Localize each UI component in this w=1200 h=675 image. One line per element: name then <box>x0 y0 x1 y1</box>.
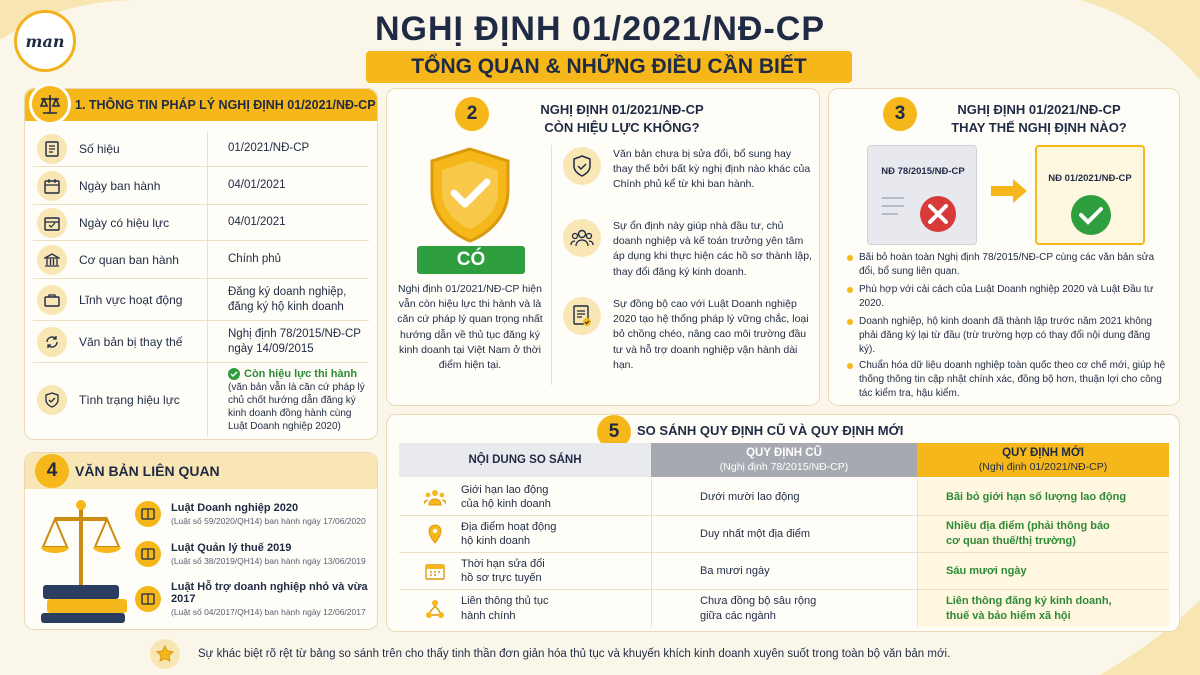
table-row: Liên thông thủ tục hành chính Chưa đồng bộ sâu rộng giữa các ngành Liên thông đăng ký kinh doanh, thuế và bảo hiểm xã hội <box>399 590 1169 627</box>
comparison-title: SO SÁNH QUY ĐỊNH CŨ VÀ QUY ĐỊNH MỚI <box>637 423 904 438</box>
replacement-point: Chuẩn hóa dữ liệu doanh nghiệp toàn quốc theo cơ chế mới, giúp hệ thống thông tin cập nhật chính xác, đồng bộ hơn, thuận lợi cho công tác kiểm tra, hậu kiểm. <box>847 359 1167 401</box>
green-check-icon <box>1069 193 1113 237</box>
validity-title: NGHỊ ĐỊNH 01/2021/NĐ-CP CÒN HIỆU LỰC KHÔNG? <box>540 102 704 135</box>
star-icon <box>150 639 180 669</box>
book-icon <box>135 541 161 567</box>
related-law-item: Luật Hỗ trợ doanh nghiệp nhỏ và vừa 2017 (Luật số 04/2017/QH14) ban hành ngày 12/06/2017 <box>135 581 375 617</box>
related-docs-card <box>24 452 378 630</box>
calendar-icon <box>37 171 67 201</box>
section-number-2: 2 <box>455 97 489 131</box>
government-building-icon <box>37 245 67 275</box>
replacement-point: Doanh nghiệp, hộ kinh doanh đã thành lập trước năm 2021 không phải đăng ký lại từ đầu (trừ trường hợp có thay đổi nội dung đăng ký). <box>847 315 1167 357</box>
info-row-issuer: Cơ quan ban hành Chính phủ <box>33 241 369 279</box>
section-number-3: 3 <box>883 97 917 131</box>
section-number-5: 5 <box>597 415 631 449</box>
yes-badge: CÓ <box>417 246 525 274</box>
divider <box>551 145 552 385</box>
replacement-point: Bãi bỏ hoàn toàn Nghị định 78/2015/NĐ-CP cùng các văn bản sửa đổi, bổ sung liên quan. <box>847 251 1167 279</box>
red-x-icon <box>878 188 968 238</box>
table-row: Địa điểm hoạt động hộ kinh doanh Duy nhất một địa điểm Nhiều địa điểm (phải thông báo cơ quan thuế/thị trường) <box>399 516 1169 553</box>
validity-point: Sự đồng bộ cao với Luật Doanh nghiệp 2020 tạo hệ thống pháp lý vững chắc, loại bỏ chồng chéo, nâng cao môi trường đầu tư và hỗ trợ doanh nghiệp vận hành dài hạn. <box>563 297 813 373</box>
info-row-issue-date: Ngày ban hành 04/01/2021 <box>33 167 369 205</box>
location-pin-icon <box>423 522 447 546</box>
calendar-icon <box>423 559 447 583</box>
shield-check-icon <box>563 147 601 185</box>
legal-info-card <box>24 88 378 440</box>
book-icon <box>135 586 161 612</box>
validity-point: Sự ổn định này giúp nhà đầu tư, chủ doanh nghiệp và kế toán trưởng yên tâm áp dụng khi thực hiện các hồ sơ thành lập, thay đổi đăng ký kinh doanh. <box>563 219 813 280</box>
info-row-field: Lĩnh vực hoạt động Đăng ký doanh nghiệp, đăng ký hộ kinh doanh <box>33 279 369 321</box>
table-row: Thời hạn sửa đổi hồ sơ trực tuyến Ba mươi ngày Sáu mươi ngày <box>399 553 1169 590</box>
table-row: Giới hạn lao động của hộ kinh doanh Dưới mười lao động Bãi bỏ giới hạn số lượng lao động <box>399 479 1169 516</box>
calendar-check-icon <box>37 208 67 238</box>
replacement-point: Phù hợp với cải cách của Luật Doanh nghiệp 2020 và Luật Đầu tư 2020. <box>847 283 1167 311</box>
column-header-new: QUY ĐỊNH MỚI (Nghị định 01/2021/NĐ-CP) <box>917 443 1169 477</box>
info-row-number: Số hiệu 01/2021/NĐ-CP <box>33 131 369 167</box>
section-number-4: 4 <box>35 454 69 488</box>
new-decree-document: NĐ 01/2021/NĐ-CP <box>1035 145 1145 245</box>
replacement-title: NGHỊ ĐỊNH 01/2021/NĐ-CP THAY THẾ NGHỊ ĐỊNH NÀO? <box>951 102 1127 135</box>
shield-check-icon <box>427 147 513 243</box>
people-group-icon <box>563 219 601 257</box>
brand-logo: man <box>14 10 76 72</box>
scales-books-illustration <box>35 499 135 625</box>
related-law-item: Luật Doanh nghiệp 2020 (Luật số 59/2020/QH14) ban hành ngày 17/06/2020 <box>135 501 375 527</box>
validity-point: Văn bản chưa bị sửa đổi, bổ sung hay thay thế bởi bất kỳ nghị định nào khác của Chính phủ kể từ khi ban hành. <box>563 147 813 193</box>
validity-card <box>386 88 820 406</box>
scales-icon <box>29 83 71 125</box>
replace-icon <box>37 327 67 357</box>
info-row-effective-date: Ngày có hiệu lực 04/01/2021 <box>33 205 369 241</box>
shield-check-icon <box>37 385 67 415</box>
briefcase-icon <box>37 285 67 315</box>
old-decree-document: NĐ 78/2015/NĐ-CP <box>867 145 977 245</box>
replacement-card <box>828 88 1180 406</box>
page-title: NGHỊ ĐỊNH 01/2021/NĐ-CP <box>374 10 825 48</box>
column-header-old: QUY ĐỊNH CŨ (Nghị định 78/2015/NĐ-CP) <box>651 443 917 477</box>
status-badge: Còn hiệu lực thi hành <box>244 367 358 380</box>
network-icon <box>423 597 447 621</box>
document-icon <box>37 134 67 164</box>
green-check-icon <box>228 368 240 380</box>
info-row-status: Tình trạng hiệu lực Còn hiệu lực thi hành (văn bản vẫn là căn cứ pháp lý chủ chốt hướng dẫn đăng ký kinh doanh đồng hành cùng Luật Doanh nghiệp 2020) <box>33 363 369 437</box>
people-icon <box>423 485 447 509</box>
footer-note: Sự khác biệt rõ rệt từ bảng so sánh trên cho thấy tinh thần đơn giản hóa thủ tục và khuyến khích kinh doanh xuyên suốt trong toàn bộ văn bản mới. <box>150 637 1050 671</box>
column-header-topic: NỘI DUNG SO SÁNH <box>399 443 651 477</box>
document-check-icon <box>563 297 601 335</box>
info-row-replaced: Văn bản bị thay thế Nghị định 78/2015/NĐ-CP ngày 14/09/2015 <box>33 321 369 363</box>
arrow-right-icon <box>989 177 1029 205</box>
book-icon <box>135 501 161 527</box>
legal-info-heading: 1. THÔNG TIN PHÁP LÝ NGHỊ ĐỊNH 01/2021/NĐ-CP <box>25 89 377 121</box>
related-law-item: Luật Quản lý thuế 2019 (Luật số 38/2019/QH14) ban hành ngày 13/06/2019 <box>135 541 375 567</box>
validity-description: Nghị định 01/2021/NĐ-CP hiện vẫn còn hiệu lực thi hành và là căn cứ pháp lý quan trọng nhất hướng dẫn về thủ tục đăng ký kinh doanh tại Việt Nam ở thời điểm hiện tại. <box>397 283 543 372</box>
related-docs-heading: VĂN BẢN LIÊN QUAN <box>25 453 377 489</box>
page-subtitle: TỔNG QUAN & NHỮNG ĐIỀU CẦN BIẾT <box>366 51 852 83</box>
comparison-card <box>386 414 1180 632</box>
